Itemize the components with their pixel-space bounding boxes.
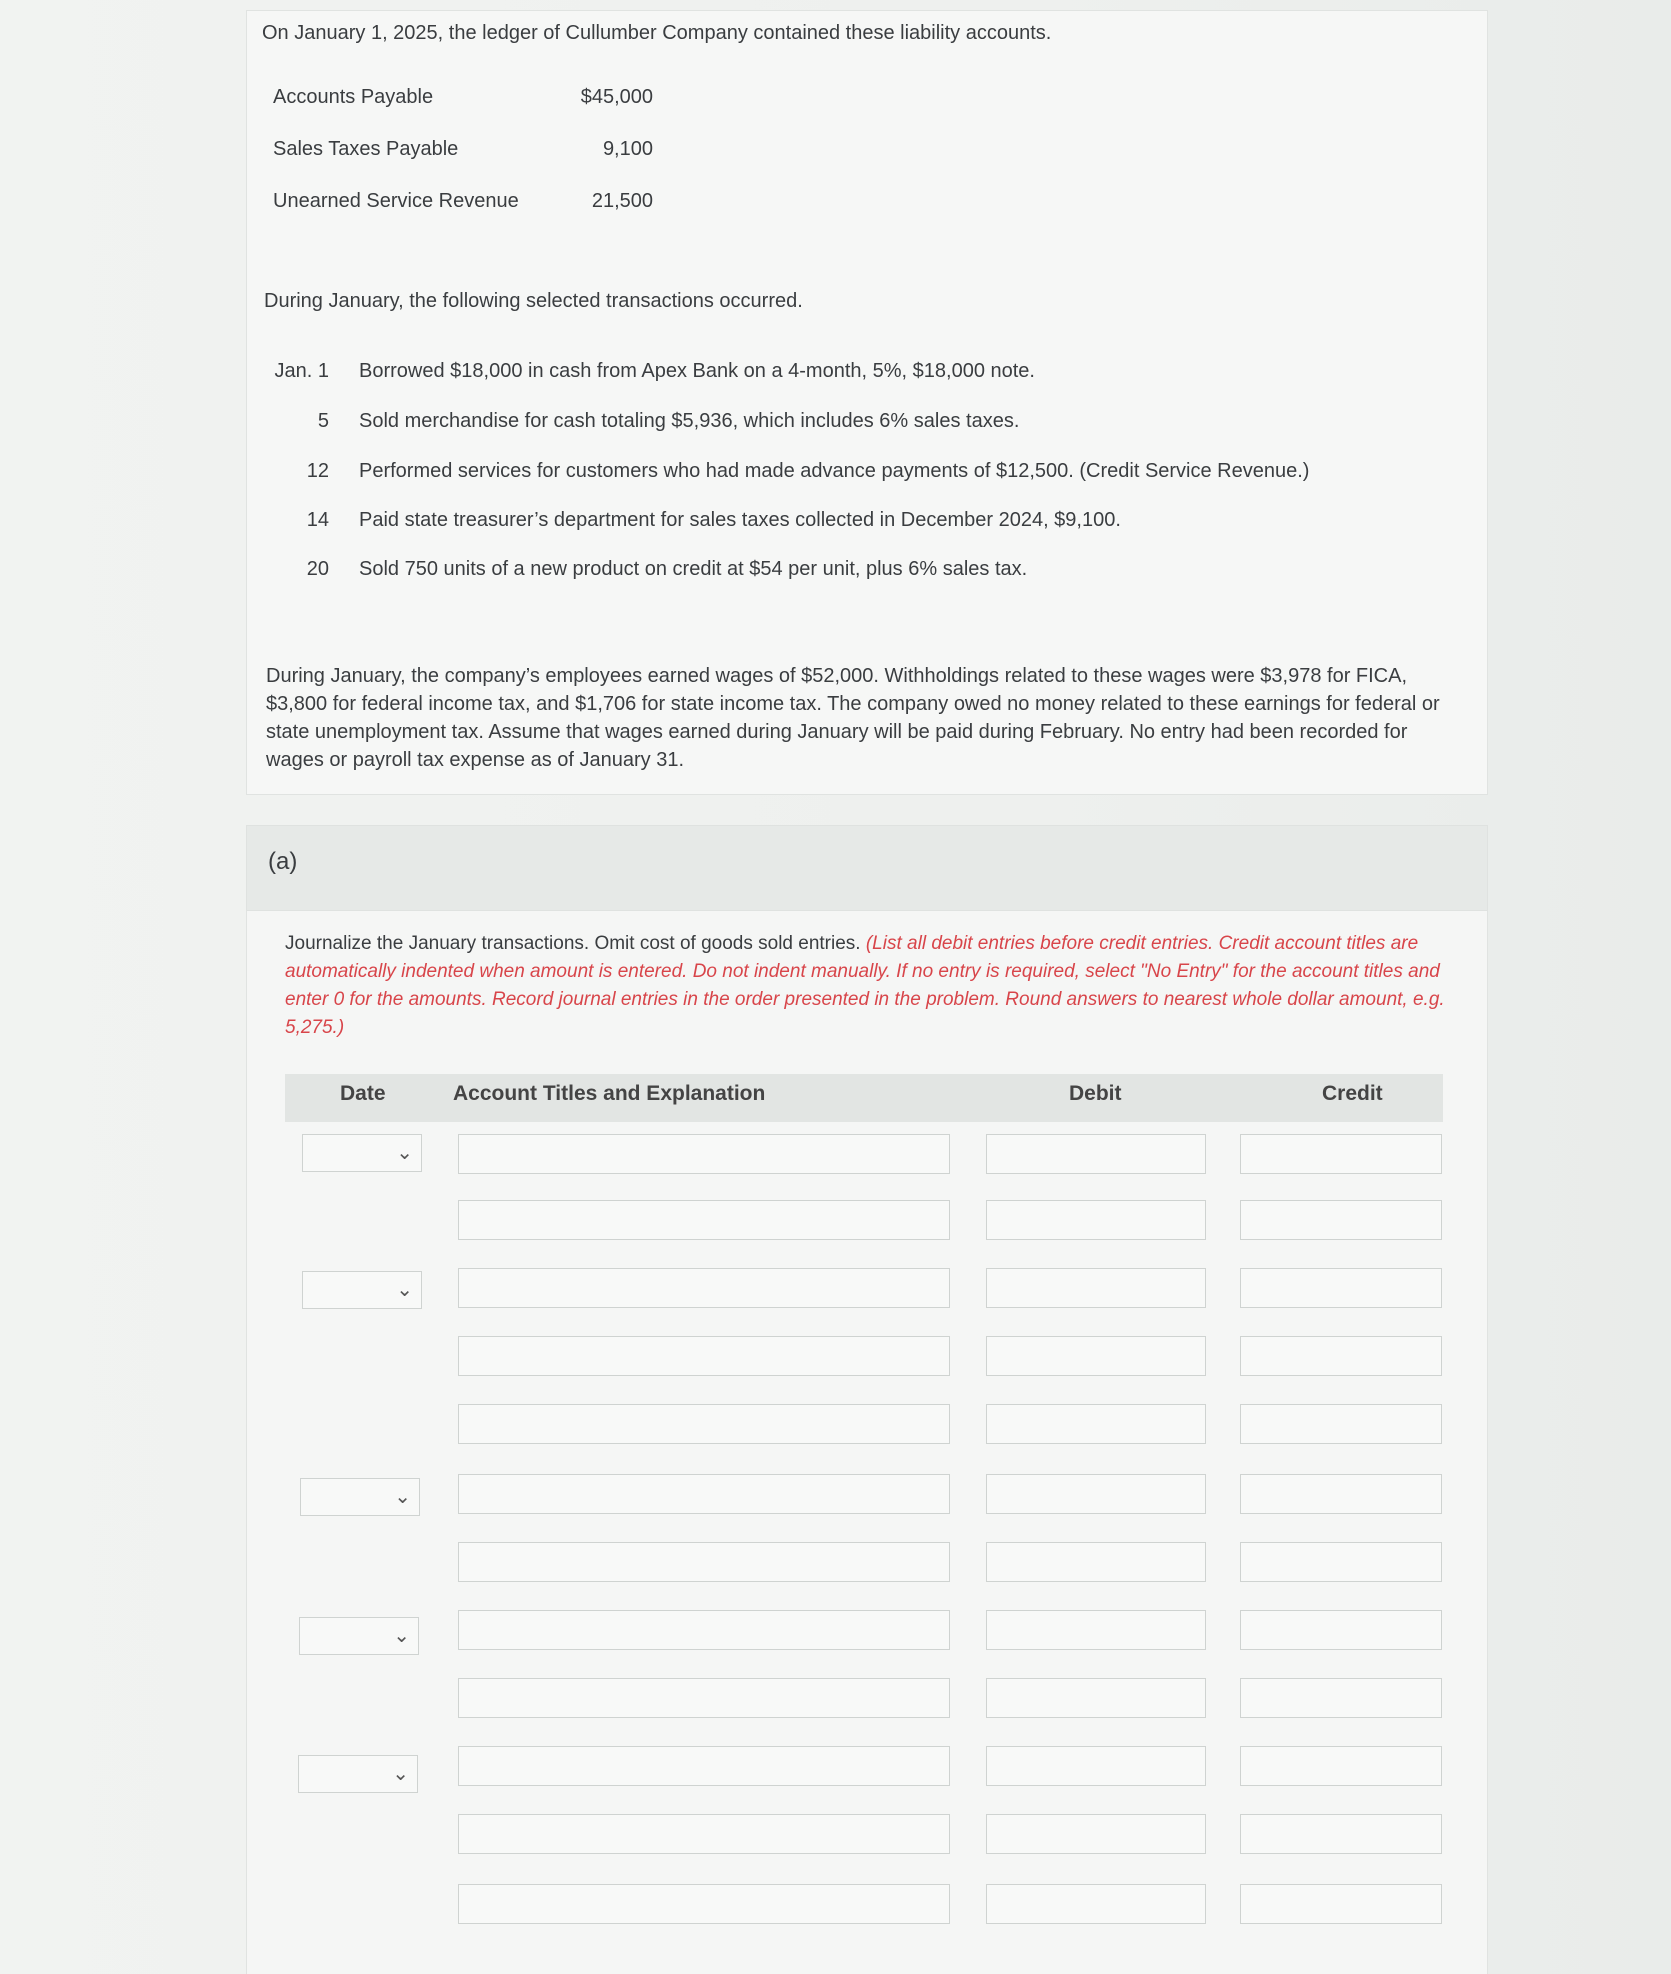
debit-input[interactable] xyxy=(986,1814,1206,1854)
debit-input[interactable] xyxy=(986,1542,1206,1582)
wages-paragraph: During January, the company’s employees earned wages of $52,000. Withholdings related to these wages were $3,978 for FICA, $3,800 for federal income tax, and $1,706 for state income tax. The company owed no money related to these earnings for federal or state unemployment tax. Assume that wages earned during January will be paid during February. No entry had been recorded for wages or payroll tax expense as of January 31. xyxy=(266,665,1440,771)
ledger-row xyxy=(273,86,653,109)
header-credit: Credit xyxy=(1322,1082,1383,1105)
header-debit: Debit xyxy=(1069,1082,1122,1105)
part-label: (a) xyxy=(268,848,298,875)
date-select[interactable] xyxy=(302,1134,422,1172)
debit-input[interactable] xyxy=(986,1474,1206,1514)
chevron-down-icon: ⌄ xyxy=(394,1486,411,1508)
transaction-day: Jan. 1 xyxy=(274,360,329,382)
account-title-input[interactable] xyxy=(458,1678,950,1718)
ledger-amount: 21,500 xyxy=(591,190,653,212)
part-a-header xyxy=(246,825,1488,911)
debit-input[interactable] xyxy=(986,1268,1206,1308)
credit-input[interactable] xyxy=(1240,1404,1442,1444)
debit-input[interactable] xyxy=(986,1610,1206,1650)
chevron-down-icon: ⌄ xyxy=(392,1763,409,1785)
credit-input[interactable] xyxy=(1240,1678,1442,1718)
transaction-desc: Borrowed $18,000 in cash from Apex Bank on a 4-month, 5%, $18,000 note. xyxy=(359,360,1035,382)
ledger-amount: $45,000 xyxy=(580,86,653,108)
account-title-input[interactable] xyxy=(458,1814,950,1854)
transaction-day: 14 xyxy=(306,509,329,531)
instructions-note: (List all debit entries before credit entries. Credit account titles are automatically indented when amount is entered. Do not indent manually. If no entry is required, select "No Entry" for the account titles and enter 0 for the amounts. Record journal entries in the order presented in the problem. Round answers to nearest whole dollar amount, e.g. 5,275.) xyxy=(285,933,1445,1038)
credit-input[interactable] xyxy=(1240,1474,1442,1514)
transaction-day: 12 xyxy=(306,460,329,482)
account-title-input[interactable] xyxy=(458,1200,950,1240)
date-select[interactable] xyxy=(298,1755,418,1793)
debit-input[interactable] xyxy=(986,1134,1206,1174)
debit-input[interactable] xyxy=(986,1884,1206,1924)
credit-input[interactable] xyxy=(1240,1336,1442,1376)
debit-input[interactable] xyxy=(986,1404,1206,1444)
debit-input[interactable] xyxy=(986,1200,1206,1240)
transaction-desc: Sold merchandise for cash totaling $5,936, which includes 6% sales taxes. xyxy=(359,410,1020,432)
credit-input[interactable] xyxy=(1240,1268,1442,1308)
transaction-desc: Paid state treasurer’s department for sales taxes collected in December 2024, $9,100. xyxy=(359,509,1121,531)
credit-input[interactable] xyxy=(1240,1884,1442,1924)
account-title-input[interactable] xyxy=(458,1474,950,1514)
ledger-row xyxy=(273,190,653,213)
credit-input[interactable] xyxy=(1240,1814,1442,1854)
debit-input[interactable] xyxy=(986,1336,1206,1376)
credit-input[interactable] xyxy=(1240,1542,1442,1582)
header-date: Date xyxy=(340,1082,386,1105)
account-title-input[interactable] xyxy=(458,1884,950,1924)
chevron-down-icon: ⌄ xyxy=(396,1279,413,1301)
credit-input[interactable] xyxy=(1240,1134,1442,1174)
transaction-desc: Sold 750 units of a new product on credit at $54 per unit, plus 6% sales tax. xyxy=(359,558,1028,580)
date-select[interactable] xyxy=(302,1271,422,1309)
ledger-account: Unearned Service Revenue xyxy=(273,190,519,212)
transaction-desc: Performed services for customers who had made advance payments of $12,500. (Credit Service Revenue.) xyxy=(359,460,1310,482)
credit-input[interactable] xyxy=(1240,1200,1442,1240)
debit-input[interactable] xyxy=(986,1678,1206,1718)
date-select[interactable] xyxy=(300,1478,420,1516)
account-title-input[interactable] xyxy=(458,1134,950,1174)
date-select[interactable] xyxy=(299,1617,419,1655)
debit-input[interactable] xyxy=(986,1746,1206,1786)
ledger-amount: 9,100 xyxy=(602,138,653,160)
account-title-input[interactable] xyxy=(458,1268,950,1308)
account-title-input[interactable] xyxy=(458,1610,950,1650)
chevron-down-icon: ⌄ xyxy=(396,1142,413,1164)
ledger-account: Accounts Payable xyxy=(273,86,434,108)
problem-intro: On January 1, 2025, the ledger of Cullumber Company contained these liability accounts. xyxy=(262,22,1052,44)
chevron-down-icon: ⌄ xyxy=(393,1625,410,1647)
instructions xyxy=(285,930,1445,1042)
header-account: Account Titles and Explanation xyxy=(453,1082,766,1105)
ledger-row xyxy=(273,138,653,161)
account-title-input[interactable] xyxy=(458,1404,950,1444)
credit-input[interactable] xyxy=(1240,1746,1442,1786)
credit-input[interactable] xyxy=(1240,1610,1442,1650)
instructions-text: Journalize the January transactions. Omit cost of goods sold entries. xyxy=(285,933,866,954)
transactions-intro: During January, the following selected transactions occurred. xyxy=(264,290,803,312)
ledger-account: Sales Taxes Payable xyxy=(273,138,459,160)
account-title-input[interactable] xyxy=(458,1542,950,1582)
account-title-input[interactable] xyxy=(458,1336,950,1376)
transaction-day: 5 xyxy=(317,410,329,432)
transaction-day: 20 xyxy=(306,558,329,580)
account-title-input[interactable] xyxy=(458,1746,950,1786)
